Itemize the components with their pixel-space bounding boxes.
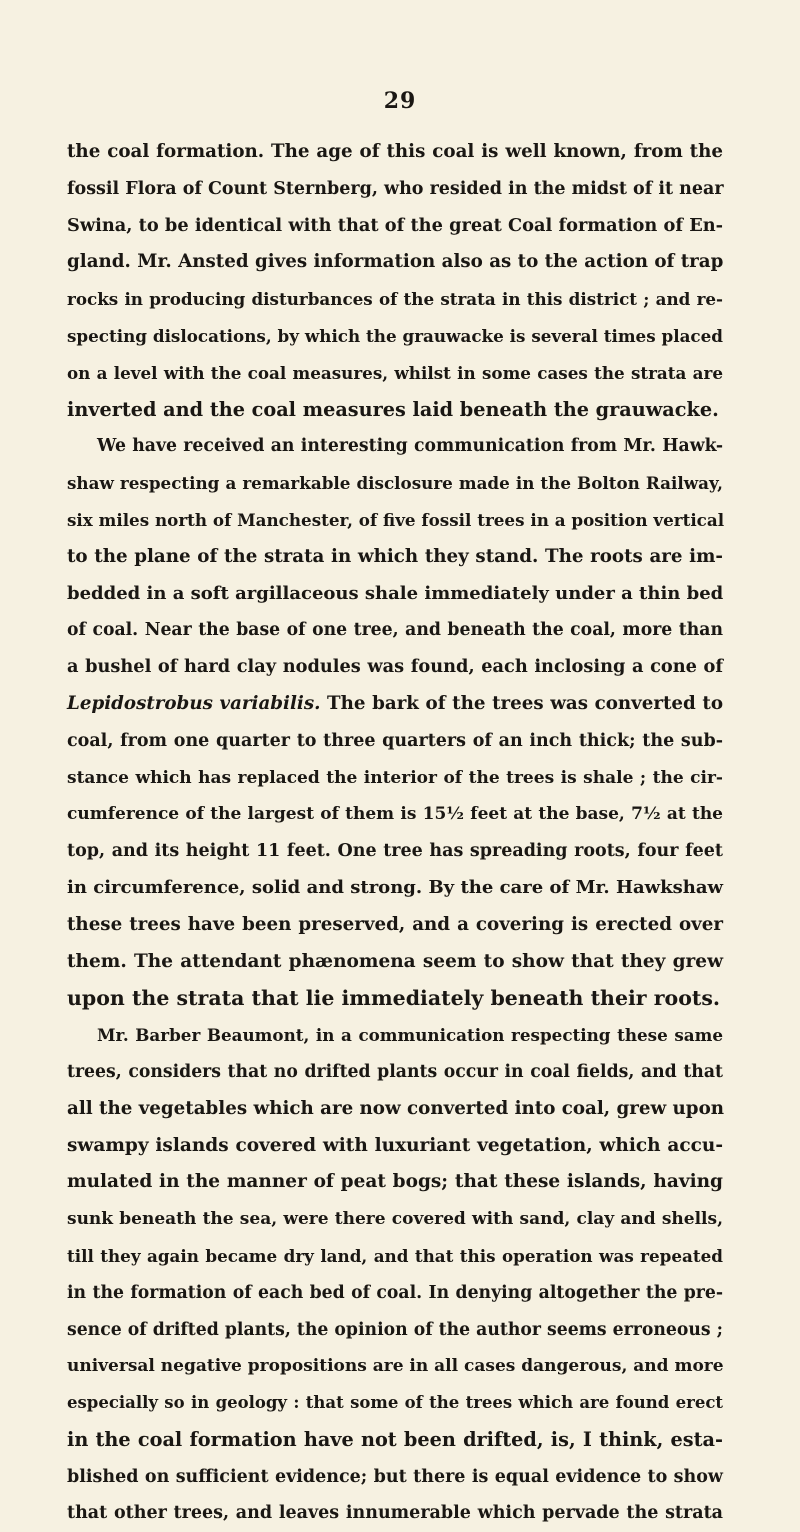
text-line: upon the strata that lie immediately beneath their roots. [67, 986, 721, 1011]
text-line: cumference of the largest of them is 15½ feet at the base, 7½ at the [67, 804, 723, 825]
text-line: that other trees, and leaves innumerable which pervade the strata [67, 1503, 723, 1524]
text-line: especially so in geology : that some of the trees which are found erect [67, 1393, 723, 1413]
text-line: rocks in producing disturbances of the strata in this district ; and re- [67, 289, 723, 310]
text-line-rest: The bark of the trees was converted to [320, 692, 723, 714]
text-line: a bushel of hard clay nodules was found, each inclosing a cone of [67, 656, 723, 678]
paragraph-start-line: We have received an interesting communication from Mr. Hawk- [97, 436, 723, 457]
text-line: in circumference, solid and strong. By the care of Mr. Hawkshaw [67, 876, 723, 898]
text-line-italic-species [67, 686, 723, 723]
text-line: trees, considers that no drifted plants occur in coal fields, and that [67, 1061, 723, 1082]
text-line: blished on sufficient evidence; but there is equal evidence to show [67, 1466, 723, 1487]
text-line: them. The attendant phænomena seem to show that they grew [67, 950, 723, 972]
text-line: in the formation of each bed of coal. In denying altogether the pre- [67, 1282, 723, 1303]
paragraph-start-line: Mr. Barber Beaumont, in a communication respecting these same [97, 1025, 723, 1046]
text-line: sunk beneath the sea, were there covered with sand, clay and shells, [67, 1209, 723, 1230]
text-line: these trees have been preserved, and a covering is erected over [67, 913, 723, 935]
text-line: coal, from one quarter to three quarters of an inch thick; the sub- [67, 730, 723, 751]
text-line: of coal. Near the base of one tree, and beneath the coal, more than [67, 620, 723, 641]
text-line: to the plane of the strata in which they stand. The roots are im- [67, 545, 723, 567]
text-line: inverted and the coal measures laid beneath the grauwacke. [67, 397, 719, 421]
text-line: the coal formation. The age of this coal is well known, from the [67, 141, 723, 162]
text-line: specting dislocations, by which the grauwacke is several times placed [67, 325, 723, 346]
species-name: Lepidostrobus variabilis. [67, 692, 321, 714]
text-line: fossil Flora of Count Sternberg, who resided in the midst of it near [67, 178, 724, 199]
text-line: stance which has replaced the interior of the trees is shale ; the cir- [67, 767, 723, 788]
text-line: swampy islands covered with luxuriant vegetation, which accu- [67, 1134, 723, 1156]
text-line: mulated in the manner of peat bogs; that these islands, having [67, 1171, 723, 1193]
text-line: all the vegetables which are now converted into coal, grew upon [67, 1097, 725, 1119]
text-line: sence of drifted plants, the opinion of the author seems erroneous ; [67, 1319, 723, 1340]
text-line: in the coal formation have not been drifted, is, I think, esta- [67, 1427, 723, 1451]
text-line: six miles north of Manchester, of five fossil trees in a position vertical [67, 509, 725, 530]
text-line: shaw respecting a remarkable disclosure made in the Bolton Railway, [67, 473, 723, 494]
text-line: gland. Mr. Ansted gives information also as to the action of trap [67, 251, 724, 273]
text-line: bedded in a soft argillaceous shale immediately under a thin bed [67, 582, 724, 604]
text-line: universal negative propositions are in all cases dangerous, and more [67, 1356, 724, 1377]
text-line: on a level with the coal measures, whilst in some cases the strata are [67, 362, 723, 383]
text-line: till they again became dry land, and that this operation was repeated [67, 1245, 723, 1266]
text-line: top, and its height 11 feet. One tree has spreading roots, four feet [67, 841, 723, 862]
text-line: Swina, to be identical with that of the great Coal formation of En- [67, 214, 723, 236]
page-number: 29 [383, 88, 417, 114]
body-text [67, 134, 723, 1532]
